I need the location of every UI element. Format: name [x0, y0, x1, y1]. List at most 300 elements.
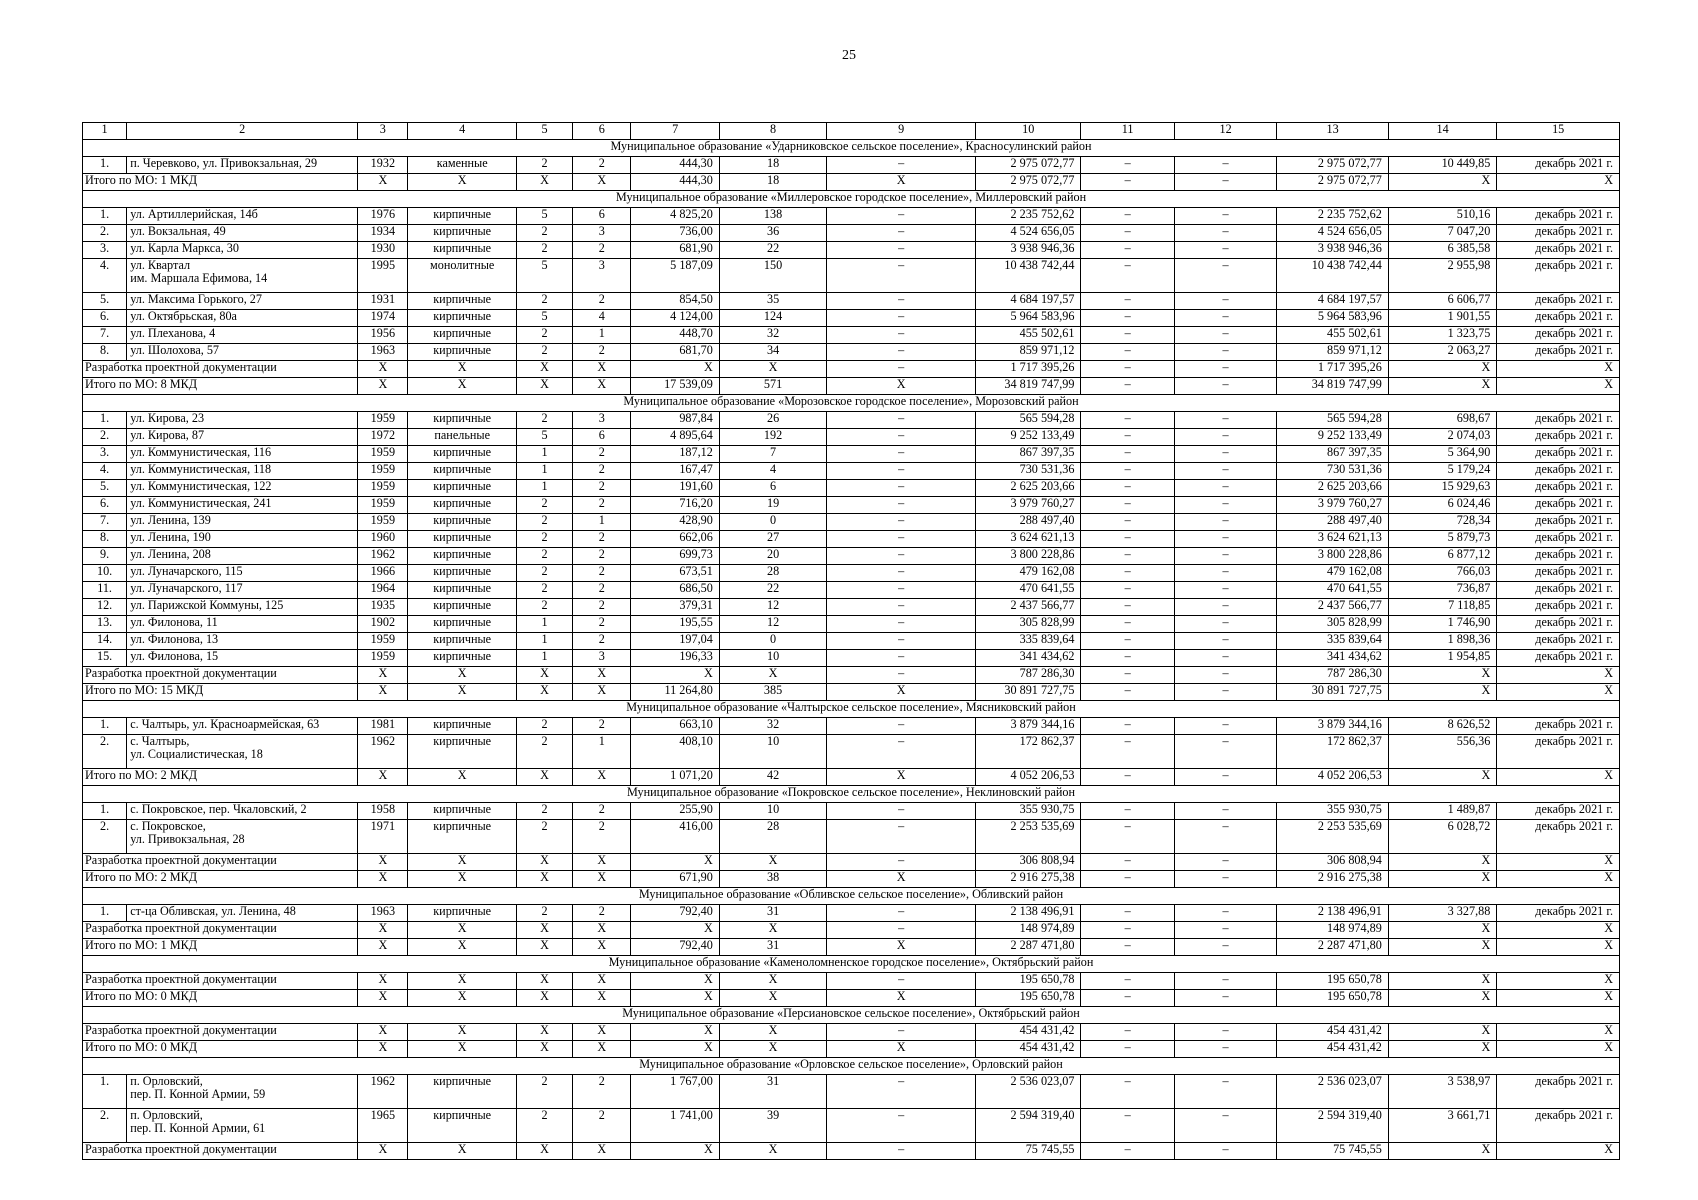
table-cell: 1 — [573, 735, 631, 769]
table-cell: X — [1497, 973, 1620, 990]
table-cell: – — [1081, 939, 1174, 956]
table-cell: 3 800 228,86 — [975, 548, 1080, 565]
table-row — [83, 633, 1620, 650]
table-cell: 2 975 072,77 — [975, 174, 1080, 191]
table-cell: – — [1081, 718, 1174, 735]
table-cell: 1959 — [358, 463, 408, 480]
table-cell: 716,20 — [631, 497, 719, 514]
table-cell: X — [719, 973, 826, 990]
table-cell: декабрь 2021 г. — [1497, 803, 1620, 820]
table-row — [83, 463, 1620, 480]
table-cell: 454 431,42 — [1277, 1041, 1389, 1058]
table-cell: 2 536 023,07 — [975, 1075, 1080, 1109]
table-cell: X — [516, 769, 572, 786]
table-cell: 1959 — [358, 633, 408, 650]
table-cell: 2. — [83, 735, 127, 769]
table-cell: X — [719, 361, 826, 378]
table-cell: 6. — [83, 310, 127, 327]
table-cell: 1962 — [358, 548, 408, 565]
table-cell: X — [573, 769, 631, 786]
table-cell: 195 650,78 — [1277, 990, 1389, 1007]
table-cell: с. Чалтырь, ул. Красноармейская, 63 — [127, 718, 358, 735]
table-cell: 2 — [573, 718, 631, 735]
section-row — [83, 140, 1620, 157]
table-cell: X — [1388, 990, 1496, 1007]
table-cell: 4 895,64 — [631, 429, 719, 446]
table-cell: – — [1174, 174, 1276, 191]
table-cell: 10 — [719, 650, 826, 667]
table-cell: 1 — [573, 327, 631, 344]
column-number: 2 — [127, 123, 358, 140]
table-cell: 1966 — [358, 565, 408, 582]
table-cell: п. Черевково, ул. Привокзальная, 29 — [127, 157, 358, 174]
table-cell: X — [358, 667, 408, 684]
column-number: 5 — [516, 123, 572, 140]
table-cell: – — [827, 735, 976, 769]
table-cell: 556,36 — [1388, 735, 1496, 769]
table-cell: 2 — [516, 582, 572, 599]
table-cell: 0 — [719, 633, 826, 650]
table-cell: декабрь 2021 г. — [1497, 582, 1620, 599]
table-cell: 2 594 319,40 — [1277, 1109, 1389, 1143]
table-cell: X — [1497, 684, 1620, 701]
table-cell: 34 819 747,99 — [1277, 378, 1389, 395]
table-cell: X — [1388, 1041, 1496, 1058]
table-cell: 2 — [516, 565, 572, 582]
table-cell: 2 — [516, 514, 572, 531]
table-cell: ул. Октябрьская, 80а — [127, 310, 358, 327]
table-cell: 7 — [719, 446, 826, 463]
table-cell: 1959 — [358, 412, 408, 429]
table-cell: декабрь 2021 г. — [1497, 650, 1620, 667]
table-cell: – — [1174, 378, 1276, 395]
section-row — [83, 395, 1620, 412]
total-label: Разработка проектной документации — [83, 973, 358, 990]
table-cell: 2 975 072,77 — [1277, 174, 1389, 191]
table-cell: – — [827, 650, 976, 667]
section-row — [83, 701, 1620, 718]
table-cell: – — [1174, 939, 1276, 956]
total-row — [83, 939, 1620, 956]
table-cell: 662,06 — [631, 531, 719, 548]
table-cell: декабрь 2021 г. — [1497, 242, 1620, 259]
table-cell: – — [1174, 412, 1276, 429]
table-cell: – — [1081, 429, 1174, 446]
table-cell: 681,90 — [631, 242, 719, 259]
table-cell: X — [1497, 922, 1620, 939]
table-cell: 305 828,99 — [975, 616, 1080, 633]
column-number: 9 — [827, 123, 976, 140]
table-cell: 1965 — [358, 1109, 408, 1143]
table-row — [83, 310, 1620, 327]
table-cell: – — [1174, 565, 1276, 582]
table-cell: 454 431,42 — [975, 1041, 1080, 1058]
table-cell: – — [827, 565, 976, 582]
table-cell: – — [827, 497, 976, 514]
table-cell: 565 594,28 — [975, 412, 1080, 429]
section-row — [83, 191, 1620, 208]
table-cell: 2. — [83, 429, 127, 446]
table-cell: 5 179,24 — [1388, 463, 1496, 480]
table-row — [83, 582, 1620, 599]
table-cell: 1. — [83, 905, 127, 922]
table-cell: – — [1174, 769, 1276, 786]
table-cell: – — [827, 922, 976, 939]
table-cell: декабрь 2021 г. — [1497, 310, 1620, 327]
table-cell: X — [1388, 361, 1496, 378]
section-row — [83, 888, 1620, 905]
table-cell: X — [408, 973, 516, 990]
table-cell: 6 — [573, 429, 631, 446]
table-cell: – — [827, 225, 976, 242]
table-cell: – — [1081, 361, 1174, 378]
table-cell: – — [1081, 650, 1174, 667]
table-cell: 2 — [573, 1075, 631, 1109]
table-row — [83, 293, 1620, 310]
table-row — [83, 599, 1620, 616]
table-cell: X — [1497, 871, 1620, 888]
table-cell: 18 — [719, 157, 826, 174]
table-cell: – — [1174, 1109, 1276, 1143]
table-cell: 728,34 — [1388, 514, 1496, 531]
table-cell: X — [573, 973, 631, 990]
table-cell: – — [1081, 1143, 1174, 1160]
table-cell: 5 — [516, 259, 572, 293]
table-cell: – — [1174, 157, 1276, 174]
table-cell: 7 047,20 — [1388, 225, 1496, 242]
table-cell: 454 431,42 — [1277, 1024, 1389, 1041]
table-cell: – — [1174, 259, 1276, 293]
table-cell: X — [358, 1041, 408, 1058]
table-cell: 3 661,71 — [1388, 1109, 1496, 1143]
section-title: Муниципальное образование «Морозовское городское поселение», Морозовский район — [83, 395, 1620, 412]
table-cell: 172 862,37 — [975, 735, 1080, 769]
table-cell: декабрь 2021 г. — [1497, 429, 1620, 446]
column-number: 12 — [1174, 123, 1276, 140]
table-cell: – — [1174, 344, 1276, 361]
table-cell: 10 438 742,44 — [1277, 259, 1389, 293]
table-cell: ул. Карла Маркса, 30 — [127, 242, 358, 259]
table-cell: X — [516, 973, 572, 990]
table-cell: кирпичные — [408, 633, 516, 650]
table-cell: 1935 — [358, 599, 408, 616]
table-cell: – — [1081, 803, 1174, 820]
table-cell: – — [1174, 718, 1276, 735]
table-cell: 1960 — [358, 531, 408, 548]
table-cell: – — [1081, 684, 1174, 701]
table-cell: 1981 — [358, 718, 408, 735]
table-row — [83, 1109, 1620, 1143]
table-cell: 454 431,42 — [975, 1024, 1080, 1041]
table-cell: 2 — [573, 446, 631, 463]
table-cell: 2 — [516, 1075, 572, 1109]
table-cell: – — [1081, 463, 1174, 480]
column-number: 13 — [1277, 123, 1389, 140]
table-row — [83, 514, 1620, 531]
table-cell: 42 — [719, 769, 826, 786]
table-cell: X — [631, 1143, 719, 1160]
table-cell: 510,16 — [1388, 208, 1496, 225]
table-cell: панельные — [408, 429, 516, 446]
table-cell: 6 877,12 — [1388, 548, 1496, 565]
table-cell: 28 — [719, 565, 826, 582]
table-cell: кирпичные — [408, 225, 516, 242]
table-cell: 1971 — [358, 820, 408, 854]
table-cell: 2 — [573, 344, 631, 361]
table-cell: 2. — [83, 225, 127, 242]
table-row — [83, 905, 1620, 922]
table-cell: X — [1497, 854, 1620, 871]
table-cell: 30 891 727,75 — [975, 684, 1080, 701]
table-cell: 192 — [719, 429, 826, 446]
table-cell: 2 625 203,66 — [975, 480, 1080, 497]
table-cell: 12 — [719, 616, 826, 633]
table-cell: X — [358, 1024, 408, 1041]
table-cell: – — [1174, 463, 1276, 480]
table-cell: 2 437 566,77 — [975, 599, 1080, 616]
table-cell: X — [1497, 990, 1620, 1007]
table-cell: 1. — [83, 208, 127, 225]
table-cell: ул. Кирова, 87 — [127, 429, 358, 446]
column-number-row — [83, 123, 1620, 140]
table-cell: 39 — [719, 1109, 826, 1143]
section-title: Муниципальное образование «Орловское сельское поселение», Орловский район — [83, 1058, 1620, 1075]
column-number: 4 — [408, 123, 516, 140]
column-number: 10 — [975, 123, 1080, 140]
table-cell: 859 971,12 — [975, 344, 1080, 361]
table-cell: X — [408, 667, 516, 684]
table-cell: 2 235 752,62 — [1277, 208, 1389, 225]
table-cell: X — [827, 684, 976, 701]
table-cell: 730 531,36 — [1277, 463, 1389, 480]
table-cell: 787 286,30 — [1277, 667, 1389, 684]
table-cell: – — [1081, 412, 1174, 429]
table-cell: – — [1174, 548, 1276, 565]
table-cell: 1 — [516, 463, 572, 480]
table-cell: 455 502,61 — [1277, 327, 1389, 344]
table-cell: X — [516, 871, 572, 888]
table-cell: X — [516, 1041, 572, 1058]
table-cell: – — [1174, 582, 1276, 599]
table-cell: X — [1388, 973, 1496, 990]
table-cell: кирпичные — [408, 616, 516, 633]
table-cell: 428,90 — [631, 514, 719, 531]
table-cell: кирпичные — [408, 208, 516, 225]
table-cell: 2 — [573, 463, 631, 480]
table-cell: X — [631, 1041, 719, 1058]
table-cell: 138 — [719, 208, 826, 225]
table-cell: X — [573, 1143, 631, 1160]
table-cell: 75 745,55 — [975, 1143, 1080, 1160]
section-title: Муниципальное образование «Обливское сельское поселение», Обливский район — [83, 888, 1620, 905]
table-cell: – — [1174, 480, 1276, 497]
table-cell: – — [1081, 259, 1174, 293]
table-cell: 36 — [719, 225, 826, 242]
table-cell: 27 — [719, 531, 826, 548]
table-cell: 6 — [573, 208, 631, 225]
table-cell: 2 — [516, 225, 572, 242]
table-cell: 148 974,89 — [1277, 922, 1389, 939]
table-cell: 22 — [719, 582, 826, 599]
table-cell: – — [827, 1024, 976, 1041]
table-cell: 2 — [573, 582, 631, 599]
table-cell: 2 — [573, 157, 631, 174]
table-cell: ул. Плеханова, 4 — [127, 327, 358, 344]
table-cell: X — [408, 990, 516, 1007]
table-cell: 1 323,75 — [1388, 327, 1496, 344]
table-cell: 5 — [516, 208, 572, 225]
table-cell: 10 438 742,44 — [975, 259, 1080, 293]
table-cell: – — [1081, 548, 1174, 565]
table-cell: 2 — [573, 565, 631, 582]
table-cell: – — [1174, 1075, 1276, 1109]
table-cell: 3 979 760,27 — [1277, 497, 1389, 514]
table-row — [83, 650, 1620, 667]
table-cell: ул. Артиллерийская, 14б — [127, 208, 358, 225]
table-cell: 11 264,80 — [631, 684, 719, 701]
table-cell: 2 594 319,40 — [975, 1109, 1080, 1143]
table-cell: 38 — [719, 871, 826, 888]
table-cell: 8 626,52 — [1388, 718, 1496, 735]
total-row — [83, 667, 1620, 684]
table-cell: 2 — [516, 718, 572, 735]
table-cell: – — [827, 293, 976, 310]
table-cell: – — [1081, 174, 1174, 191]
total-row — [83, 1024, 1620, 1041]
table-cell: X — [408, 1041, 516, 1058]
table-cell: 1932 — [358, 157, 408, 174]
table-cell: 4 524 656,05 — [1277, 225, 1389, 242]
table-cell: – — [827, 1109, 976, 1143]
table-cell: 2 — [573, 803, 631, 820]
table-cell: 2 — [516, 820, 572, 854]
table-cell: 1963 — [358, 344, 408, 361]
section-title: Муниципальное образование «Ударниковское сельское поселение», Красносулинский район — [83, 140, 1620, 157]
table-cell: 987,84 — [631, 412, 719, 429]
table-cell: 196,33 — [631, 650, 719, 667]
table-cell: – — [1174, 531, 1276, 548]
table-cell: X — [827, 174, 976, 191]
table-cell: 1962 — [358, 1075, 408, 1109]
table-cell: ул. Коммунистическая, 116 — [127, 446, 358, 463]
table-cell: X — [719, 1024, 826, 1041]
table-cell: – — [827, 310, 976, 327]
table-cell: кирпичные — [408, 905, 516, 922]
table-cell: – — [1081, 514, 1174, 531]
table-cell: X — [573, 854, 631, 871]
table-cell: 10. — [83, 565, 127, 582]
table-cell: 479 162,08 — [1277, 565, 1389, 582]
table-cell: 7 118,85 — [1388, 599, 1496, 616]
table-cell: X — [408, 854, 516, 871]
table-cell: 1 767,00 — [631, 1075, 719, 1109]
table-cell: – — [827, 582, 976, 599]
table-cell: 2 287 471,80 — [975, 939, 1080, 956]
table-cell: X — [408, 361, 516, 378]
table-cell: X — [408, 871, 516, 888]
table-cell: 306 808,94 — [1277, 854, 1389, 871]
total-row — [83, 361, 1620, 378]
table-cell: 1 — [516, 633, 572, 650]
table-cell: 1 746,90 — [1388, 616, 1496, 633]
table-cell: X — [358, 922, 408, 939]
table-cell: X — [631, 990, 719, 1007]
table-cell: X — [1388, 871, 1496, 888]
table-cell: – — [1174, 514, 1276, 531]
table-cell: – — [1174, 905, 1276, 922]
table-cell: ул. Луначарского, 115 — [127, 565, 358, 582]
table-cell: с. Чалтырь, ул. Социалистическая, 18 — [127, 735, 358, 769]
table-cell: 2 — [516, 344, 572, 361]
table-cell: 4 — [719, 463, 826, 480]
table-cell: 1976 — [358, 208, 408, 225]
table-cell: кирпичные — [408, 803, 516, 820]
column-number: 11 — [1081, 123, 1174, 140]
table-cell: – — [1174, 446, 1276, 463]
table-cell: кирпичные — [408, 1075, 516, 1109]
table-cell: 1 717 395,26 — [975, 361, 1080, 378]
table-cell: – — [827, 718, 976, 735]
table-cell: – — [1081, 871, 1174, 888]
table-cell: 17 539,09 — [631, 378, 719, 395]
column-number: 6 — [573, 123, 631, 140]
table-cell: 1930 — [358, 242, 408, 259]
section-title: Муниципальное образование «Миллеровское городское поселение», Миллеровский район — [83, 191, 1620, 208]
table-cell: декабрь 2021 г. — [1497, 446, 1620, 463]
table-cell: X — [1497, 769, 1620, 786]
section-title: Муниципальное образование «Каменоломненское городское поселение», Октябрьский район — [83, 956, 1620, 973]
table-cell: X — [631, 361, 719, 378]
table-cell: 1934 — [358, 225, 408, 242]
total-row — [83, 769, 1620, 786]
total-row — [83, 684, 1620, 701]
table-cell: X — [631, 1024, 719, 1041]
table-cell: – — [827, 531, 976, 548]
table-cell: 305 828,99 — [1277, 616, 1389, 633]
table-cell: 2. — [83, 820, 127, 854]
table-cell: 1959 — [358, 480, 408, 497]
column-number: 15 — [1497, 123, 1620, 140]
table-cell: ул. Филонова, 15 — [127, 650, 358, 667]
table-cell: 4 052 206,53 — [1277, 769, 1389, 786]
table-cell: декабрь 2021 г. — [1497, 599, 1620, 616]
table-cell: X — [408, 174, 516, 191]
table-cell: 15. — [83, 650, 127, 667]
table-cell: декабрь 2021 г. — [1497, 633, 1620, 650]
table-cell: X — [827, 871, 976, 888]
table-cell: 5 — [516, 429, 572, 446]
table-cell: – — [1081, 480, 1174, 497]
table-cell: 5 — [516, 310, 572, 327]
table-cell: – — [827, 446, 976, 463]
table-cell: ул. Кирова, 23 — [127, 412, 358, 429]
table-cell: 148 974,89 — [975, 922, 1080, 939]
table-cell: 2 — [573, 1109, 631, 1143]
table-cell: X — [1497, 667, 1620, 684]
table-cell: 7. — [83, 327, 127, 344]
table-cell: 9 252 133,49 — [1277, 429, 1389, 446]
table-cell: 5 187,09 — [631, 259, 719, 293]
table-cell: X — [573, 871, 631, 888]
table-cell: декабрь 2021 г. — [1497, 905, 1620, 922]
table-cell: X — [358, 871, 408, 888]
table-cell: – — [827, 633, 976, 650]
table-cell: 14. — [83, 633, 127, 650]
table-cell: 6 — [719, 480, 826, 497]
table-cell: – — [827, 412, 976, 429]
table-cell: X — [1497, 1041, 1620, 1058]
table-cell: 306 808,94 — [975, 854, 1080, 871]
